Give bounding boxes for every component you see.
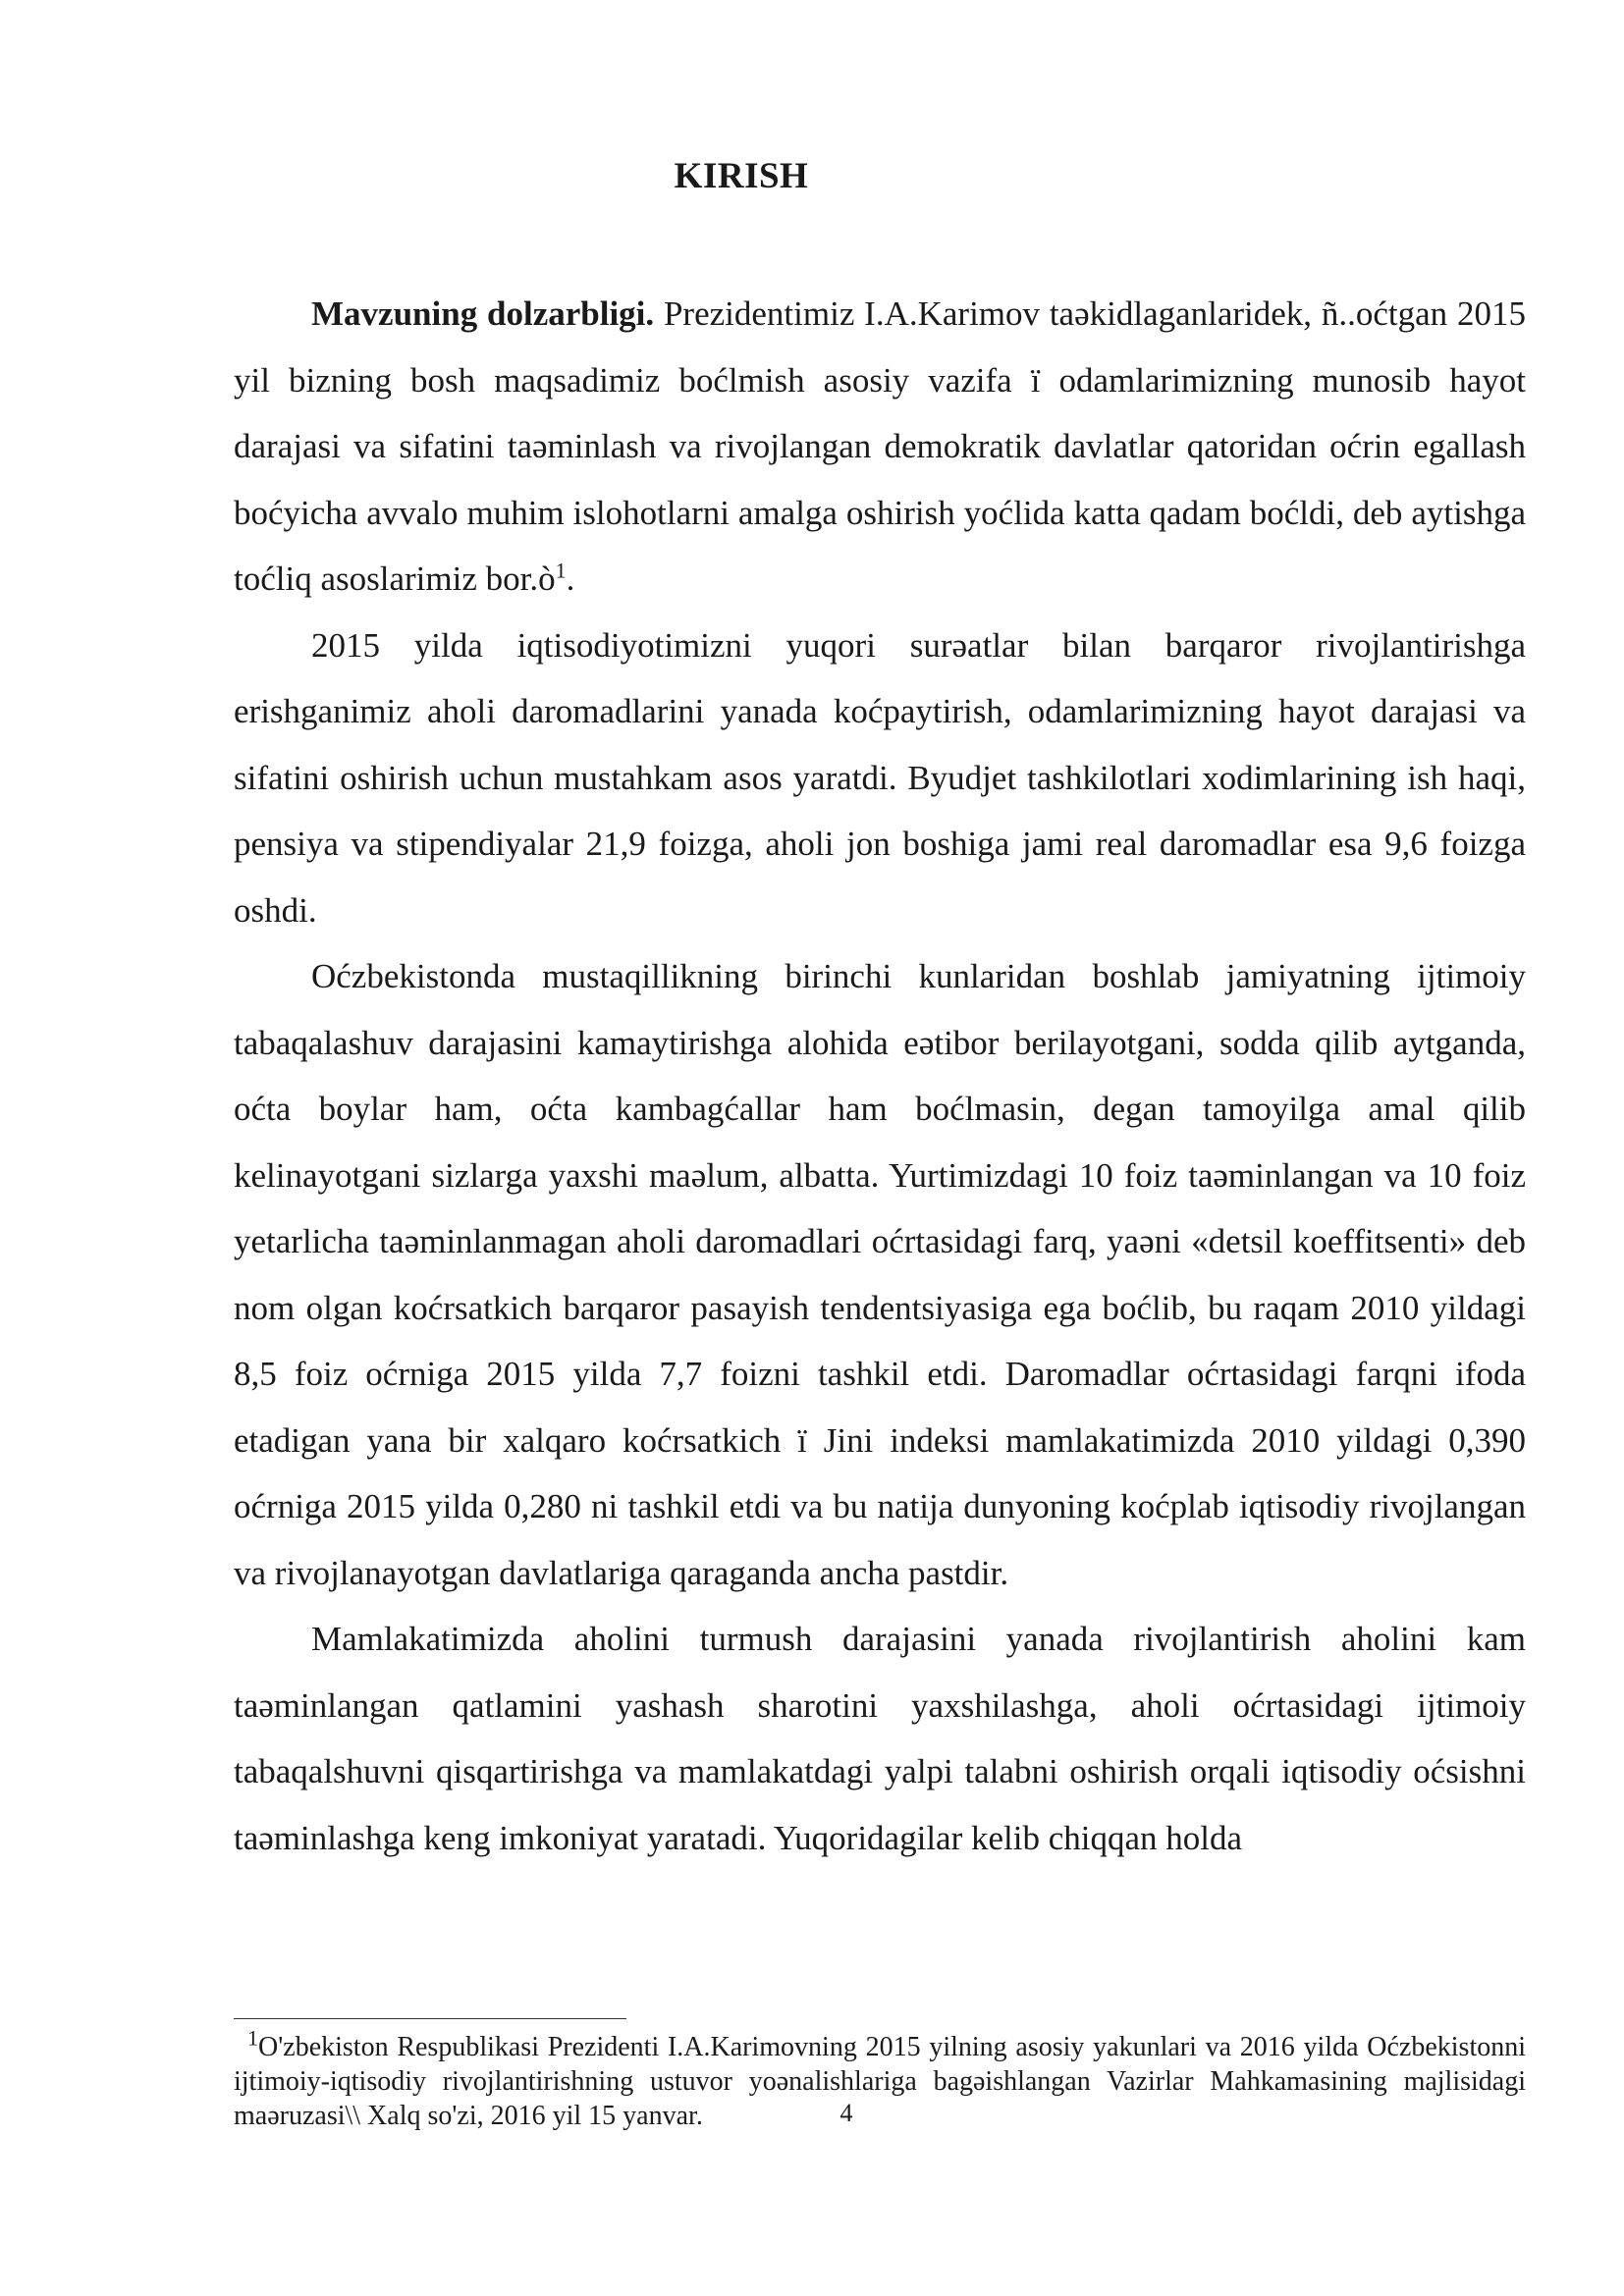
paragraph-lead: Mavzuning dolzarbligi. — [311, 294, 655, 333]
footnote-divider — [234, 2018, 626, 2019]
paragraph-4: Mamlakatimizda aholini turmush darajasini yanada rivojlantirish aholini kam taәminlangan qatlamini yashash sharotini yaxshilashga, aholi oćrtasidagi ijtimoiy tabaqalshuvni qisqartirishga va mamlakatdagi yalpi talabni oshirish orqali iqtisodiy oćsishni taәminlashga keng imkoniyat yaratadi. Yuqoridagilar kelib chiqqan holda — [234, 1620, 1526, 1857]
footnote-text: O'zbekiston Respublikasi Prezidenti I.A.Karimovning 2015 yilning asosiy yakunlari va 2016 yilda Oćzbekistonni ijtimoiy-iqtisodiy rivojlantirishning ustuvor yoәnalishlariga bagәishlangan Vazirlar Mahkamasining majlisidagi maәruzasi\\ Xalq so'zi, 2016 yil 15 yanvar. — [234, 2032, 1526, 2131]
paragraph-3: Oćzbekistonda mustaqillikning birinchi kunlaridan boshlab jamiyatning ijtimoiy tabaqalashuv darajasini kamaytirishga alohida eәtibor berilayotgani, sodda qilib aytganda, oćta boylar ham, oćta kambagćallar ham boćlmasin, degan tamoyilga amal qilib kelinayotgani sizlarga yaxshi maәlum, albatta. Yurtimizdagi 10 foiz taәminlangan va 10 foiz yetarlicha taәminlanmagan aholi daromadlari oćrtasidagi farq, yaәni «detsil koeffitsenti» deb nom olgan koćrsatkich barqaror pasayish tendentsiyasiga ega boćlib, bu raqam 2010 yildagi 8,5 foiz oćrniga 2015 yilda 7,7 foizni tashkil etdi. Daromadlar oćrtasidagi farqni ifoda etadigan yana bir xalqaro koćrsatkich ї Jini indeksi mamlakatimizda 2010 yildagi 0,390 oćrniga 2015 yilda 0,280 ni tashkil etdi va bu natija dunyoning koćplab iqtisodiy rivojlangan va rivojlanayotgan davlatlariga qaraganda ancha pastdir. — [234, 957, 1526, 1592]
body-text — [234, 281, 1526, 1871]
footnote-marker: 1 — [247, 2025, 258, 2051]
section-title: KIRISH — [674, 156, 809, 196]
paragraph-tail: . — [566, 560, 575, 598]
paragraph-text: Prezidentimiz I.A.Karimov taәkidlaganlaridek, ñ..oćtgan 2015 yil bizning bosh maqsadimiz boćlmish asosiy vazifa ї odamlarimizning munosib hayot darajasi va sifatini taәminlash va rivojlangan demokratik davlatlar qatoridan oćrin egallash boćyicha avvalo muhim islohotlarni amalga oshirish yoćlida katta qadam boćldi, deb aytishga toćliq asoslarimiz bor.ò — [234, 294, 1526, 598]
footnote-reference[interactable]: 1 — [555, 558, 567, 583]
paragraph-2: 2015 yilda iqtisodiyotimizni yuqori surәatlar bilan barqaror rivojlantirishga erishganimiz aholi daromadlarini yanada koćpaytirish, odamlarimizning hayot darajasi va sifatini oshirish uchun mustahkam asos yaratdi. Byudjet tashkilotlari xodimlarining ish haqi, pensiya va stipendiyalar 21,9 foizga, aholi jon boshiga jami real daromadlar esa 9,6 foizga oshdi. — [234, 625, 1526, 930]
paragraph-1 — [234, 281, 1526, 613]
page-number: 4 — [839, 2099, 853, 2127]
